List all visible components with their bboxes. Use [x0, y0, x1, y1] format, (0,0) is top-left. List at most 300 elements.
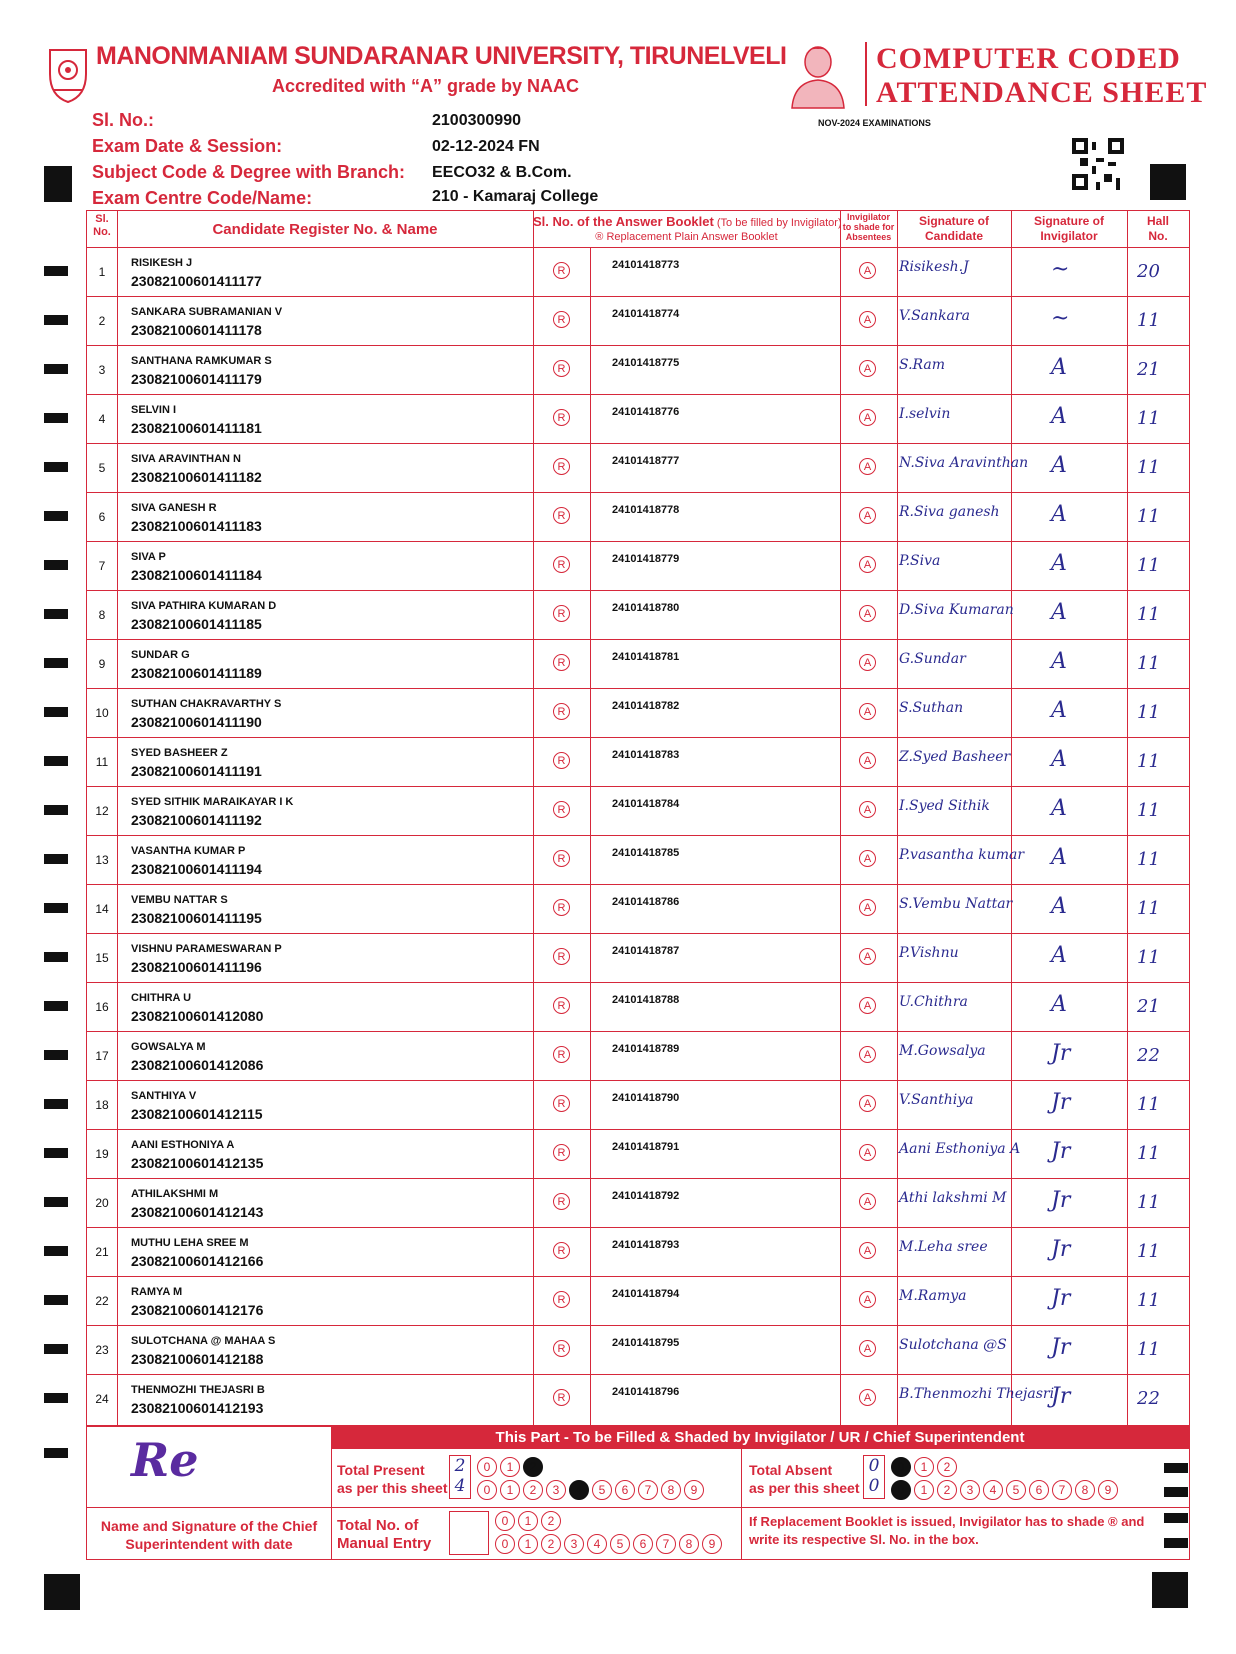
replacement-bubble[interactable]: R [553, 1340, 570, 1357]
invigilator-signature: A [1051, 845, 1067, 870]
digit-bubble[interactable]: 1 [500, 1457, 520, 1477]
replacement-bubble[interactable]: R [553, 311, 570, 328]
row-sl-no: 2 [98, 314, 106, 328]
register-number: 23082100601411185 [131, 616, 262, 632]
row-sl-no: 4 [98, 412, 106, 426]
booklet-number: 24101418779 [612, 553, 680, 565]
register-number: 23082100601412188 [131, 1351, 264, 1367]
candidate-name: SUNDAR G [131, 649, 190, 661]
digit-bubble[interactable]: 0 [495, 1534, 515, 1554]
hall-number: 11 [1137, 947, 1160, 968]
timing-mark [44, 1099, 68, 1109]
table-row [87, 639, 1189, 688]
booklet-number: 24101418792 [612, 1190, 680, 1202]
replacement-bubble[interactable]: R [553, 654, 570, 671]
invigilator-signature: A [1051, 796, 1067, 821]
absentee-bubble[interactable]: A [859, 1242, 876, 1259]
candidate-name: VASANTHA KUMAR P [131, 845, 246, 857]
accreditation: Accredited with “A” grade by NAAC [272, 76, 580, 96]
timing-mark [1164, 1538, 1188, 1548]
timing-mark [44, 952, 68, 962]
candidate-name: MUTHU LEHA SREE M [131, 1237, 249, 1249]
digit-bubble[interactable]: 4 [587, 1534, 607, 1554]
total-present-tens: 2 [454, 1456, 466, 1476]
replacement-bubble[interactable]: R [553, 899, 570, 916]
hall-number: 11 [1137, 751, 1160, 772]
register-number: 23082100601411181 [131, 420, 262, 436]
header-sl-no: Sl. No. [93, 213, 111, 238]
timing-mark [44, 1050, 68, 1060]
table-row [87, 1227, 1189, 1276]
hall-number: 11 [1137, 310, 1160, 331]
digit-bubble[interactable]: 0 [495, 1511, 515, 1531]
digit-bubble[interactable]: 0 [477, 1480, 497, 1500]
header-candidate: Candidate Register No. & Name [212, 221, 438, 238]
digit-bubble[interactable]: 5 [592, 1480, 612, 1500]
candidate-signature: Risikesh.J [899, 259, 969, 275]
replacement-bubble[interactable]: R [553, 703, 570, 720]
chief-superintendent-label: Name and Signature of the Chief Superintendent with date [100, 1518, 318, 1552]
table-row [87, 737, 1189, 786]
timing-mark [44, 1001, 68, 1011]
digit-bubble[interactable]: 2 [541, 1534, 561, 1554]
hall-number: 11 [1137, 555, 1160, 576]
founder-portrait [786, 40, 850, 108]
absentee-bubble[interactable]: A [859, 556, 876, 573]
invigilator-signature: Jr [1051, 1139, 1071, 1164]
candidate-signature: G.Sundar [899, 651, 966, 667]
timing-mark [44, 462, 68, 472]
register-number: 23082100601411182 [131, 469, 262, 485]
replacement-bubble[interactable]: R [553, 1046, 570, 1063]
digit-bubble[interactable]: 8 [1075, 1480, 1095, 1500]
invigilator-section [86, 1426, 1190, 1560]
hall-number: 11 [1137, 1290, 1160, 1311]
timing-mark [44, 1393, 68, 1403]
row-sl-no: 13 [95, 853, 109, 867]
absentee-bubble[interactable]: A [859, 1291, 876, 1308]
booklet-number: 24101418778 [612, 504, 680, 516]
register-number: 23082100601412080 [131, 1008, 264, 1024]
candidate-signature: D.Siva Kumaran [899, 602, 1014, 618]
table-row [87, 884, 1189, 933]
digit-bubble[interactable]: 1 [518, 1534, 538, 1554]
booklet-number: 24101418782 [612, 700, 680, 712]
attendance-table [86, 210, 1190, 1426]
timing-mark [44, 854, 68, 864]
digit-bubble[interactable]: 1 [914, 1480, 934, 1500]
absentee-bubble[interactable]: A [859, 1340, 876, 1357]
invigilator-signature: A [1051, 943, 1067, 968]
hall-number: 11 [1137, 457, 1160, 478]
subject-label: Subject Code & Degree with Branch: [92, 162, 406, 182]
booklet-number: 24101418794 [612, 1288, 680, 1300]
digit-bubble[interactable]: 1 [914, 1457, 934, 1477]
total-present-tens-bubbles[interactable] [477, 1457, 543, 1477]
candidate-name: VEMBU NATTAR S [131, 894, 228, 906]
candidate-name: RAMYA M [131, 1286, 183, 1298]
university-name: MANONMANIAM SUNDARANAR UNIVERSITY, TIRUNELVELI [96, 42, 787, 70]
hall-number: 22 [1137, 1045, 1160, 1066]
register-number: 23082100601411179 [131, 371, 262, 387]
digit-bubble[interactable]: 6 [615, 1480, 635, 1500]
candidate-name: SANTHIYA V [131, 1090, 197, 1102]
timing-mark [44, 609, 68, 619]
candidate-signature: Sulotchana @S [899, 1337, 1007, 1353]
booklet-number: 24101418787 [612, 945, 680, 957]
register-number: 23082100601412143 [131, 1204, 264, 1220]
digit-bubble[interactable]: 7 [656, 1534, 676, 1554]
sl-no-value: 2100300990 [432, 112, 521, 129]
candidate-signature: M.Gowsalya [899, 1043, 986, 1059]
register-number: 23082100601412086 [131, 1057, 264, 1073]
candidate-name: SYED BASHEER Z [131, 747, 228, 759]
total-absent-tens-bubbles[interactable] [891, 1457, 957, 1477]
hall-number: 11 [1137, 1143, 1160, 1164]
table-row [87, 247, 1189, 296]
timing-mark [44, 756, 68, 766]
digit-bubble[interactable]: 7 [638, 1480, 658, 1500]
candidate-signature: Z.Syed Basheer [899, 749, 1011, 765]
timing-mark [1164, 1487, 1188, 1497]
manual-entry-tens-bubbles[interactable] [495, 1511, 561, 1531]
digit-bubble[interactable]: 0 [891, 1457, 911, 1477]
total-absent-units: 0 [868, 1476, 880, 1496]
total-absent-written-box [863, 1455, 885, 1499]
digit-bubble[interactable]: 2 [937, 1480, 957, 1500]
candidate-name: THENMOZHI THEJASRI B [131, 1384, 265, 1396]
replacement-bubble[interactable]: R [553, 948, 570, 965]
row-sl-no: 15 [95, 951, 109, 965]
candidate-signature: Aani Esthoniya A [899, 1141, 1021, 1157]
exam-date-label: Exam Date & Session: [92, 136, 283, 156]
timing-mark [44, 1197, 68, 1207]
timing-mark [1164, 1513, 1188, 1523]
replacement-bubble[interactable]: R [553, 360, 570, 377]
hall-number: 11 [1137, 1192, 1160, 1213]
manual-entry-label: Total No. of Manual Entry [337, 1517, 432, 1552]
digit-bubble[interactable]: 3 [960, 1480, 980, 1500]
candidate-signature: P.Siva [899, 553, 941, 569]
digit-bubble[interactable]: 4 [983, 1480, 1003, 1500]
candidate-signature: B.Thenmozhi Thejasri [899, 1386, 1055, 1402]
digit-bubble[interactable]: 3 [546, 1480, 566, 1500]
replacement-bubble[interactable]: R [553, 605, 570, 622]
row-sl-no: 19 [95, 1147, 109, 1161]
absentee-bubble[interactable]: A [859, 605, 876, 622]
invigilator-section-title: This Part - To be Filled & Shaded by Invigilator / UR / Chief Superintendent [331, 1427, 1189, 1449]
register-number: 23082100601412176 [131, 1302, 264, 1318]
row-sl-no: 6 [98, 510, 106, 524]
digit-bubble[interactable]: 9 [684, 1480, 704, 1500]
manual-entry-box[interactable] [449, 1511, 489, 1555]
replacement-bubble[interactable]: R [553, 801, 570, 818]
absentee-bubble[interactable]: A [859, 1046, 876, 1063]
hall-number: 21 [1137, 359, 1160, 380]
register-number: 23082100601412193 [131, 1400, 264, 1416]
register-number: 23082100601411190 [131, 714, 262, 730]
hall-number: 11 [1137, 800, 1160, 821]
total-absent-units-bubbles[interactable] [891, 1480, 1118, 1500]
invigilator-signature: A [1051, 698, 1067, 723]
replacement-bubble[interactable]: R [553, 1242, 570, 1259]
booklet-number: 24101418784 [612, 798, 680, 810]
table-row [87, 296, 1189, 345]
row-sl-no: 1 [98, 265, 106, 279]
absentee-bubble[interactable]: A [859, 752, 876, 769]
digit-bubble[interactable]: 6 [1029, 1480, 1049, 1500]
subject-value: EECO32 & B.Com. [432, 164, 572, 181]
absentee-bubble[interactable]: A [859, 262, 876, 279]
register-number: 23082100601411194 [131, 861, 262, 877]
candidate-signature: M.Leha sree [899, 1239, 988, 1255]
candidate-name: SIVA PATHIRA KUMARAN D [131, 600, 277, 612]
absentee-bubble[interactable]: A [859, 899, 876, 916]
digit-bubble[interactable]: 7 [1052, 1480, 1072, 1500]
total-present-units: 4 [454, 1476, 466, 1496]
absentee-bubble[interactable]: A [859, 850, 876, 867]
candidate-signature: S.Suthan [899, 700, 964, 716]
register-number: 23082100601412166 [131, 1253, 264, 1269]
invigilator-signature: A [1051, 747, 1067, 772]
digit-bubble[interactable]: 0 [891, 1480, 911, 1500]
manual-entry-units-bubbles[interactable] [495, 1534, 722, 1554]
absentee-bubble[interactable]: A [859, 360, 876, 377]
candidate-signature: Athi lakshmi M [899, 1190, 1007, 1206]
table-row [87, 1031, 1189, 1080]
digit-bubble[interactable]: 2 [541, 1511, 561, 1531]
booklet-number: 24101418773 [612, 259, 680, 271]
row-sl-no: 10 [95, 706, 109, 720]
digit-bubble[interactable]: 6 [633, 1534, 653, 1554]
absentee-bubble[interactable]: A [859, 654, 876, 671]
hall-number: 11 [1137, 1094, 1160, 1115]
digit-bubble[interactable]: 4 [569, 1480, 589, 1500]
register-number: 23082100601411191 [131, 763, 262, 779]
candidate-signature: R.Siva ganesh [899, 504, 1000, 520]
digit-bubble[interactable]: 8 [679, 1534, 699, 1554]
invigilator-signature: Jr [1051, 1090, 1071, 1115]
candidate-signature: V.Sankara [899, 308, 970, 324]
absentee-bubble[interactable]: A [859, 507, 876, 524]
replacement-bubble[interactable]: R [553, 1193, 570, 1210]
total-present-units-bubbles[interactable] [477, 1480, 704, 1500]
candidate-name: CHITHRA U [131, 992, 192, 1004]
candidate-signature: I.selvin [899, 406, 951, 422]
candidate-signature: P.vasantha kumar [899, 847, 1025, 863]
row-sl-no: 21 [95, 1245, 109, 1259]
digit-bubble[interactable]: 2 [937, 1457, 957, 1477]
digit-bubble[interactable]: 0 [477, 1457, 497, 1477]
timing-mark [44, 1448, 68, 1458]
register-number: 23082100601411196 [131, 959, 262, 975]
table-row [87, 1325, 1189, 1374]
invigilator-signature: Jr [1051, 1286, 1071, 1311]
table-row [87, 394, 1189, 443]
replacement-bubble[interactable]: R [553, 507, 570, 524]
replacement-bubble[interactable]: R [553, 1144, 570, 1161]
digit-bubble[interactable]: 9 [1098, 1480, 1118, 1500]
replacement-bubble[interactable]: R [553, 1095, 570, 1112]
booklet-number: 24101418795 [612, 1337, 680, 1349]
register-number: 23082100601412115 [131, 1106, 263, 1122]
header-booklet: Sl. No. of the Answer Booklet (To be filled by Invigilator) [533, 214, 842, 229]
timing-mark [44, 1246, 68, 1256]
absentee-bubble[interactable]: A [859, 1144, 876, 1161]
candidate-name: SELVIN I [131, 404, 177, 416]
timing-mark [1164, 1463, 1188, 1473]
invigilator-signature: ~ [1051, 306, 1070, 331]
absentee-bubble[interactable]: A [859, 948, 876, 965]
register-number: 23082100601411189 [131, 665, 262, 681]
invigilator-signature: A [1051, 355, 1067, 380]
timing-mark [44, 413, 68, 423]
hall-number: 11 [1137, 1241, 1160, 1262]
booklet-number: 24101418774 [612, 308, 680, 320]
hall-number: 21 [1137, 996, 1160, 1017]
replacement-bubble[interactable]: R [553, 850, 570, 867]
candidate-name: VISHNU PARAMESWARAN P [131, 943, 282, 955]
absentee-bubble[interactable]: A [859, 458, 876, 475]
digit-bubble[interactable]: 8 [661, 1480, 681, 1500]
timing-mark [44, 1148, 68, 1158]
hall-number: 11 [1137, 702, 1160, 723]
header-booklet-replacement: ® Replacement Plain Answer Booklet [595, 231, 778, 243]
table-row [87, 1178, 1189, 1227]
absentee-bubble[interactable]: A [859, 1389, 876, 1406]
digit-bubble[interactable]: 1 [500, 1480, 520, 1500]
row-sl-no: 14 [95, 902, 109, 916]
invigilator-signature: Jr [1051, 1041, 1071, 1066]
booklet-number: 24101418793 [612, 1239, 680, 1251]
candidate-signature: S.Vembu Nattar [899, 896, 1013, 912]
header-invigilator-signature: Signature of Invigilator [1033, 214, 1104, 243]
booklet-number: 24101418777 [612, 455, 680, 467]
absentee-bubble[interactable]: A [859, 311, 876, 328]
register-number: 23082100601411183 [131, 518, 262, 534]
absentee-bubble[interactable]: A [859, 1095, 876, 1112]
invigilator-signature: ~ [1051, 257, 1070, 282]
absentee-bubble[interactable]: A [859, 703, 876, 720]
invigilator-signature: A [1051, 992, 1067, 1017]
timing-mark [44, 707, 68, 717]
table-row [87, 1080, 1189, 1129]
table-row [87, 982, 1189, 1031]
table-row [87, 1129, 1189, 1178]
sheet-title-line1: COMPUTER CODED [876, 42, 1181, 75]
row-sl-no: 22 [95, 1294, 109, 1308]
invigilator-signature: A [1051, 649, 1067, 674]
candidate-signature: S.Ram [899, 357, 946, 373]
digit-bubble[interactable]: 5 [610, 1534, 630, 1554]
table-row [87, 1374, 1189, 1423]
absentee-bubble[interactable]: A [859, 801, 876, 818]
register-number: 23082100601411178 [131, 322, 262, 338]
absentee-bubble[interactable]: A [859, 997, 876, 1014]
timing-mark [44, 903, 68, 913]
replacement-bubble[interactable]: R [553, 556, 570, 573]
register-number: 23082100601411192 [131, 812, 262, 828]
digit-bubble[interactable]: 3 [564, 1534, 584, 1554]
total-absent-tens: 0 [868, 1456, 880, 1476]
hall-number: 11 [1137, 849, 1160, 870]
candidate-signature: V.Santhiya [899, 1092, 974, 1108]
digit-bubble[interactable]: 5 [1006, 1480, 1026, 1500]
candidate-signature: M.Ramya [899, 1288, 967, 1304]
candidate-name: SIVA P [131, 551, 166, 563]
table-row [87, 443, 1189, 492]
table-row [87, 688, 1189, 737]
hall-number: 20 [1137, 261, 1160, 282]
row-sl-no: 8 [98, 608, 106, 622]
digit-bubble[interactable]: 9 [702, 1534, 722, 1554]
replacement-bubble[interactable]: R [553, 458, 570, 475]
booklet-number: 24101418789 [612, 1043, 680, 1055]
row-sl-no: 11 [95, 755, 109, 769]
candidate-name: SULOTCHANA @ MAHAA S [131, 1335, 276, 1347]
invigilator-signature: Jr [1051, 1188, 1071, 1213]
candidate-name: SANKARA SUBRAMANIAN V [131, 306, 283, 318]
booklet-number: 24101418791 [612, 1141, 680, 1153]
register-number: 23082100601411184 [131, 567, 262, 583]
table-row [87, 786, 1189, 835]
booklet-number: 24101418796 [612, 1386, 680, 1398]
row-sl-no: 5 [98, 461, 106, 475]
candidate-name: SANTHANA RAMKUMAR S [131, 355, 272, 367]
hall-number: 11 [1137, 506, 1160, 527]
digit-bubble[interactable]: 2 [523, 1480, 543, 1500]
centre-label: Exam Centre Code/Name: [92, 188, 313, 208]
timing-mark [44, 315, 68, 325]
replacement-bubble[interactable]: R [553, 409, 570, 426]
table-row [87, 541, 1189, 590]
replacement-note: If Replacement Booklet is issued, Invigilator has to shade ® and write its respective Sl. No. in the box. [749, 1514, 1145, 1547]
replacement-bubble[interactable]: R [553, 1389, 570, 1406]
digit-bubble[interactable]: 1 [518, 1511, 538, 1531]
row-sl-no: 3 [98, 363, 106, 377]
candidate-name: AANI ESTHONIYA A [131, 1139, 235, 1151]
invigilator-signature: Jr [1051, 1335, 1071, 1360]
booklet-number: 24101418783 [612, 749, 680, 761]
absentee-bubble[interactable]: A [859, 409, 876, 426]
timing-mark [44, 166, 72, 202]
booklet-number: 24101418786 [612, 896, 680, 908]
replacement-bubble[interactable]: R [553, 1291, 570, 1308]
exam-series: NOV-2024 EXAMINATIONS [818, 118, 931, 128]
timing-mark [44, 805, 68, 815]
total-absent-label: Total Absent as per this sheet [749, 1462, 860, 1496]
digit-bubble[interactable]: 2 [523, 1457, 543, 1477]
timing-mark [44, 560, 68, 570]
row-sl-no: 17 [95, 1049, 109, 1063]
register-number: 23082100601411195 [131, 910, 262, 926]
candidate-name: SUTHAN CHAKRAVARTHY S [131, 698, 282, 710]
replacement-bubble[interactable]: R [553, 997, 570, 1014]
table-row [87, 345, 1189, 394]
hall-number: 11 [1137, 898, 1160, 919]
absentee-bubble[interactable]: A [859, 1193, 876, 1210]
replacement-bubble[interactable]: R [553, 752, 570, 769]
centre-value: 210 - Kamaraj College [432, 188, 599, 205]
invigilator-signature: Jr [1051, 1237, 1071, 1262]
invigilator-signature: A [1051, 551, 1067, 576]
table-row [87, 590, 1189, 639]
total-present-written-box [449, 1455, 471, 1499]
register-number: 23082100601412135 [131, 1155, 264, 1171]
candidate-name: ATHILAKSHMI M [131, 1188, 219, 1200]
replacement-bubble[interactable]: R [553, 262, 570, 279]
invigilator-signature: A [1051, 453, 1067, 478]
